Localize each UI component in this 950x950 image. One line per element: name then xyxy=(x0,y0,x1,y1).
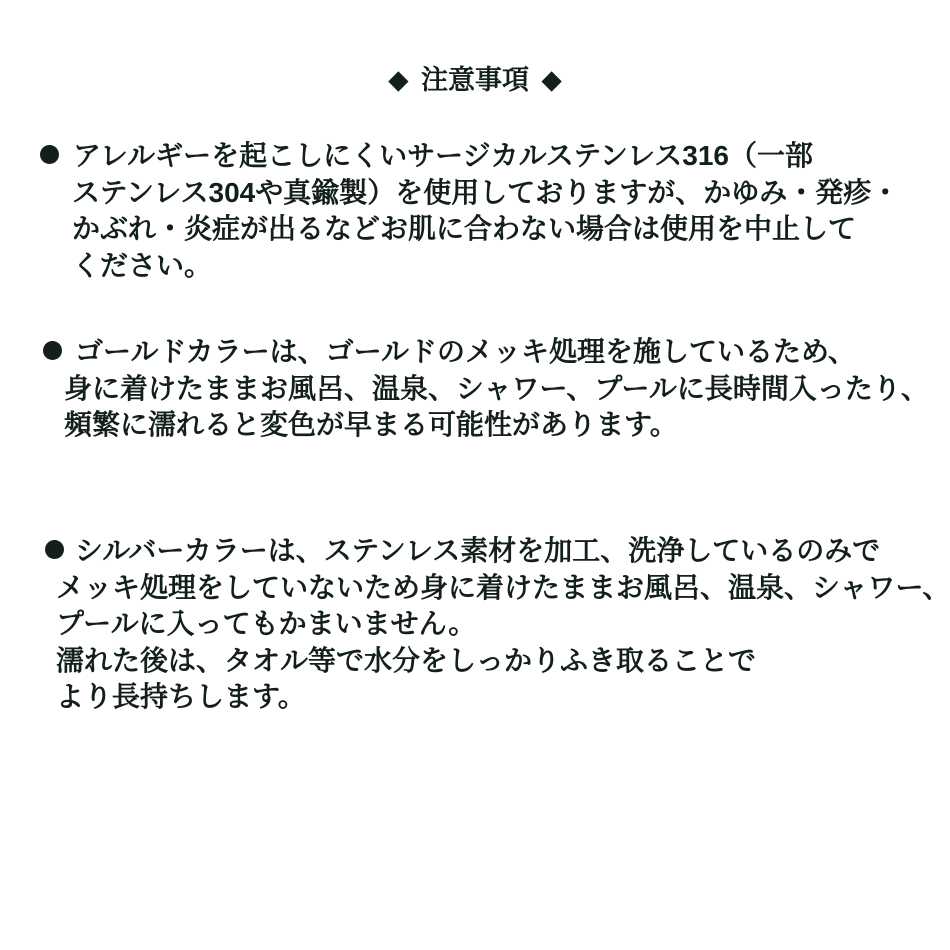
note-line: メッキ処理をしていないため身に着けたままお風呂、温泉、シャワー、 xyxy=(56,571,950,603)
note-line: ください。 xyxy=(72,249,213,281)
note-line: 身に着けたままお風呂、温泉、シャワー、プールに長時間入ったり、 xyxy=(64,372,929,404)
page-title-text: 注意事項 xyxy=(421,65,529,95)
diamond-right-icon: ◆ xyxy=(542,66,562,94)
note-text xyxy=(0,334,950,444)
note-text xyxy=(0,533,950,716)
note-line: ステンレス304や真鍮製）を使用しておりますが、かゆみ・発疹・ xyxy=(72,176,900,208)
note-line: ゴールドカラーは、ゴールドのメッキ処理を施しているため、 xyxy=(75,336,856,367)
bullet-circle-icon xyxy=(40,145,59,164)
page-title xyxy=(0,62,950,99)
note-line: 濡れた後は、タオル等で水分をしっかりふき取ることで xyxy=(56,644,757,676)
note-text xyxy=(0,138,950,284)
bullet-circle-icon xyxy=(45,540,64,559)
note-gold-color xyxy=(0,334,950,444)
note-line: より長持ちします。 xyxy=(56,681,306,712)
note-silver-color xyxy=(0,533,950,716)
note-allergy-material xyxy=(0,138,950,284)
note-line: 頻繁に濡れると変色が早まる可能性があります。 xyxy=(64,409,678,440)
note-line: プールに入ってもかまいません。 xyxy=(56,608,477,639)
bullet-circle-icon xyxy=(43,341,62,360)
note-line: シルバーカラーは、ステンレス素材を加工、洗浄しているのみで xyxy=(75,535,881,566)
diamond-left-icon: ◆ xyxy=(388,66,408,94)
note-line: かぶれ・炎症が出るなどお肌に合わない場合は使用を中止して xyxy=(72,213,857,244)
note-line: アレルギーを起こしにくいサージカルステンレス316（一部 xyxy=(73,140,813,171)
